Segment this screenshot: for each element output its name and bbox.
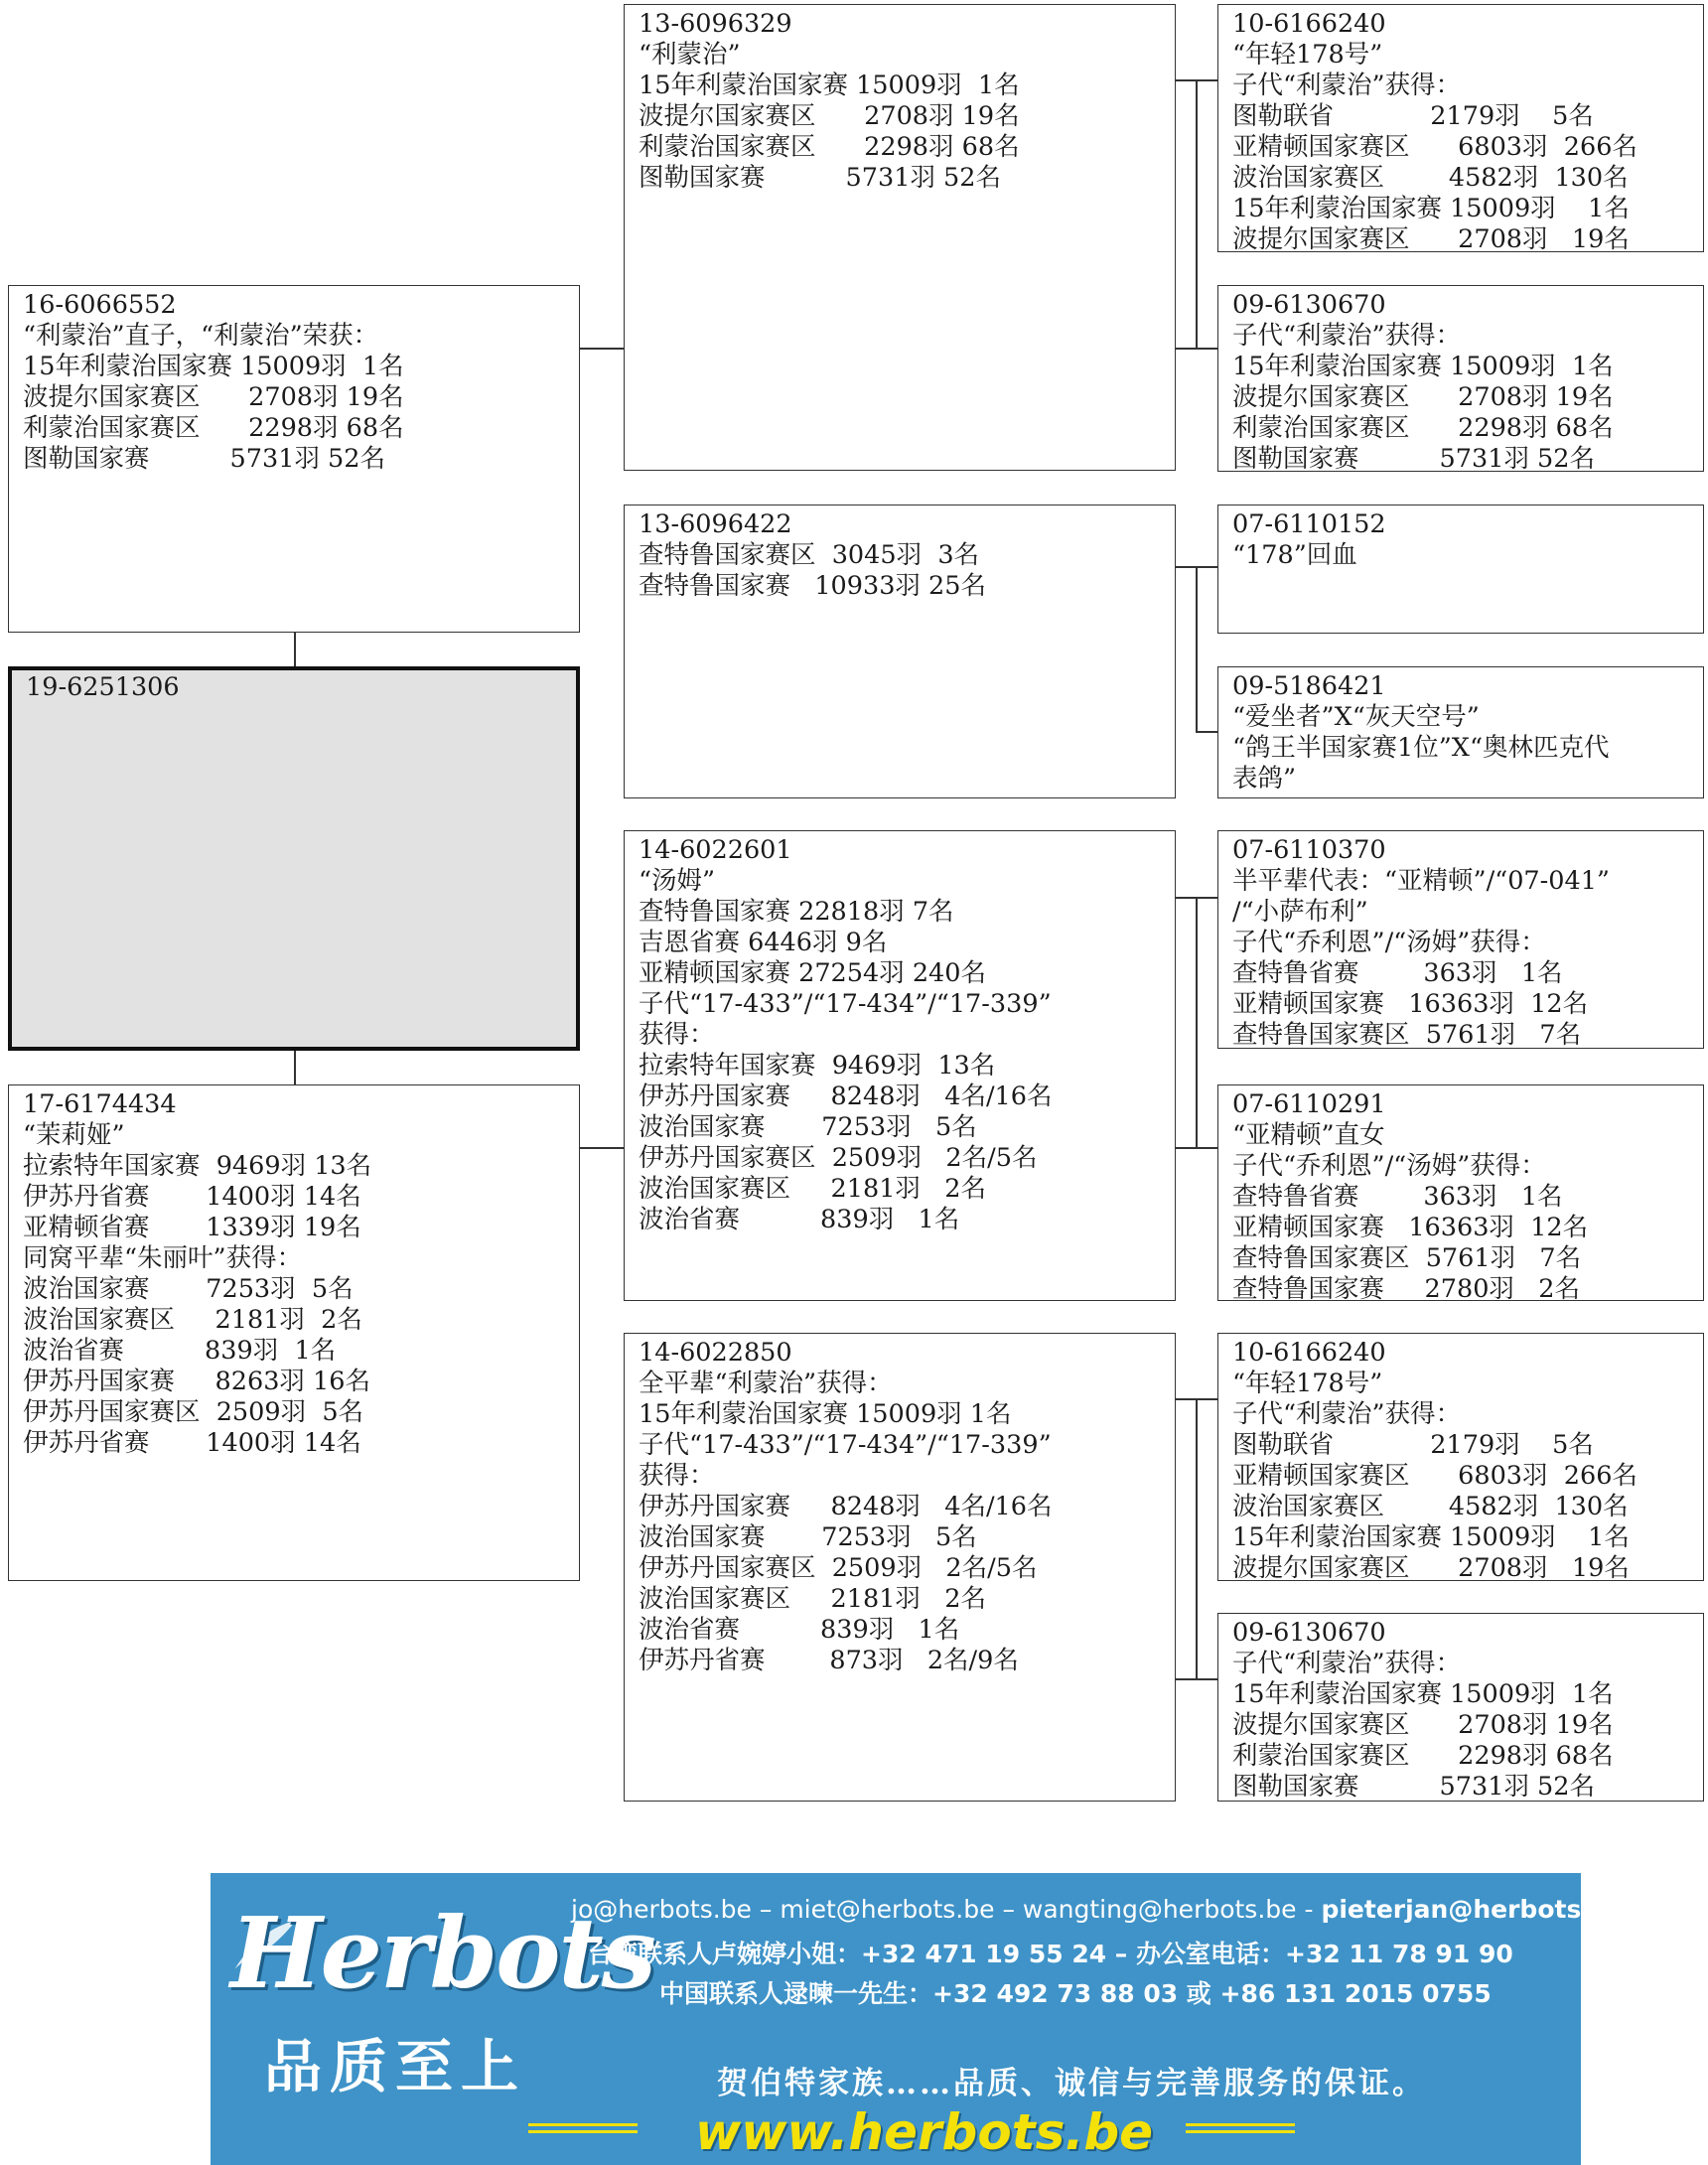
pedigree-line: 子代“17-433”/“17-434”/“17-339” [639,1430,1052,1460]
pedigree-line: 15年利蒙治国家赛 15009羽 1名 [639,71,1020,100]
pedigree-line: 利蒙治国家赛区 2298羽 68名 [1232,413,1614,443]
ring-number: 10-6166240 [1232,1338,1386,1368]
connector [1196,731,1217,733]
pedigree-line: 伊苏丹国家赛区 2509羽 5名 [23,1397,364,1427]
connector [580,348,624,350]
pedigree-line: 波提尔国家赛区 2708羽 19名 [1232,224,1630,254]
pedigree-line: 表鸽” [1232,764,1297,794]
pedigree-line: 波治国家赛区 4582羽 130名 [1232,163,1629,193]
pedigree-line: 伊苏丹国家赛区 2509羽 2名/5名 [639,1553,1038,1583]
ring-number: 17-6174434 [23,1089,177,1119]
connector [1196,1678,1217,1680]
pedigree-line: “年轻178号” [1232,40,1383,70]
pedigree-line: 图勒联省 2179羽 5名 [1232,101,1594,131]
pedigree-box-ds-sire [1217,830,1704,1049]
pedigree-box-sd-dam [1217,666,1704,798]
website-link[interactable]: www.herbots.be [695,2103,1154,2161]
pedigree-line: 拉索特年国家赛 9469羽 13名 [23,1151,372,1181]
pedigree-line: 查特鲁国家赛区 5761羽 7名 [1232,1243,1582,1273]
pedigree-line: 查特鲁国家赛区 5761羽 7名 [1232,1020,1582,1050]
pedigree-line: 伊苏丹省赛 1400羽 14名 [23,1428,361,1458]
pedigree-line: 查特鲁国家赛 2780羽 2名 [1232,1274,1580,1304]
ring-number: 14-6022850 [639,1338,792,1368]
connector [1196,566,1217,568]
pedigree-line: 波治国家赛 7253羽 5名 [639,1112,977,1142]
pedigree-line: 图勒国家赛 5731羽 52名 [639,163,1002,193]
email-contacts[interactable] [571,1895,1626,1924]
connector [1176,566,1196,568]
connector [1196,1147,1217,1149]
pedigree-line: 波提尔国家赛区 2708羽 19名 [23,382,404,412]
ring-number: 10-6166240 [1232,9,1386,39]
connector [1176,897,1196,899]
pedigree-line: 亚精顿国家赛 27254羽 240名 [639,958,987,988]
pedigree-line: 15年利蒙治国家赛 15009羽 1名 [1232,1522,1630,1552]
pedigree-line: 查特鲁省赛 363羽 1名 [1232,1182,1563,1212]
pedigree-line: 波治国家赛 7253羽 5名 [23,1274,354,1304]
pedigree-box-sire-dam [624,505,1176,798]
pedigree-line: 子代“利蒙治”获得： [1232,1649,1462,1678]
pedigree-line: 查特鲁国家赛区 3045羽 3名 [639,540,980,570]
pedigree-line: 查特鲁国家赛 22818羽 7名 [639,897,954,927]
pedigree-line: 15年利蒙治国家赛 15009羽 1名 [1232,352,1614,381]
pedigree-line: 利蒙治国家赛区 2298羽 68名 [23,413,404,443]
pedigree-box-dam-dam [624,1333,1176,1802]
connector [1196,897,1198,1147]
pedigree-line: 同窝平辈“朱丽叶”获得： [23,1243,303,1273]
tagline: 贺伯特家族……品质、诚信与完善服务的保证。 [717,2066,1426,2101]
pedigree-box-ds-dam [1217,1084,1704,1304]
pedigree-line: 波治国家赛 7253羽 5名 [639,1522,977,1552]
connector [1196,897,1217,899]
pedigree-line: “利蒙治” [639,40,741,70]
decorative-line-left [528,2123,638,2133]
ring-number: 07-6110370 [1232,835,1386,865]
pedigree-box-dd-dam [1217,1613,1704,1802]
pedigree-line: 波治国家赛区 4582羽 130名 [1232,1492,1629,1521]
pedigree-line: 拉索特年国家赛 9469羽 13名 [639,1051,996,1081]
ring-number: 09-6130670 [1232,1618,1386,1648]
pedigree-line: 获得： [639,1461,715,1491]
pedigree-line: “利蒙治”直子，“利蒙治”荣获： [23,321,379,351]
pedigree-line: 波提尔国家赛区 2708羽 19名 [1232,382,1614,412]
ring-number: 13-6096422 [639,509,792,539]
email-bold[interactable]: pieterjan@herbots.be [1321,1895,1626,1924]
connector [294,633,296,666]
pedigree-line: 波提尔国家赛区 2708羽 19名 [1232,1710,1614,1740]
ring-number: 09-5186421 [1232,671,1386,701]
email-list[interactable]: jo@herbots.be – miet@herbots.be – wangting@herbots.be - [571,1895,1322,1924]
pedigree-line: 获得： [639,1020,715,1050]
ring-number: 07-6110152 [1232,509,1386,539]
pedigree-line: “茉莉娅” [23,1120,125,1150]
connector [1196,1398,1198,1678]
pedigree-line: 波治省赛 839羽 1名 [23,1336,337,1366]
pedigree-line: “178”回血 [1232,540,1357,570]
pedigree-line: 波治国家赛区 2181羽 2名 [639,1174,986,1204]
pedigree-line: 查特鲁国家赛 10933羽 25名 [639,571,986,601]
ring-number: 16-6066552 [23,290,177,320]
pedigree-line: 子代“利蒙治”获得： [1232,1399,1462,1429]
pedigree-box-dam-sire [624,830,1176,1301]
pedigree-line: 伊苏丹国家赛区 2509羽 2名/5名 [639,1143,1038,1173]
connector [1176,79,1196,81]
pedigree-line: 图勒国家赛 5731羽 52名 [1232,1772,1596,1802]
pedigree-line: 15年利蒙治国家赛 15009羽 1名 [639,1399,1012,1429]
pedigree-box-ss-dam [1217,285,1704,472]
pedigree-line: 利蒙治国家赛区 2298羽 68名 [1232,1741,1614,1771]
pedigree-box-ss-sire [1217,4,1704,252]
connector [580,1147,624,1149]
pedigree-box-sire-sire [624,4,1176,471]
pedigree-line: 伊苏丹省赛 1400羽 14名 [23,1182,361,1212]
herbots-banner [211,1873,1626,2165]
taiwan-contact: 台湾联系人卢婉婷小姐：+32 471 19 55 24 – 办公室电话：+32 11 78 91 90 [588,1940,1513,1968]
decorative-line-right [1186,2123,1295,2133]
pedigree-line: 波治国家赛区 2181羽 2名 [639,1584,986,1614]
ring-number: 09-6130670 [1232,290,1386,320]
pedigree-line: 利蒙治国家赛区 2298羽 68名 [639,132,1020,162]
pedigree-line: 15年利蒙治国家赛 15009羽 1名 [1232,194,1630,223]
pedigree-line: 子代“17-433”/“17-434”/“17-339” [639,989,1052,1019]
connector [1176,1678,1196,1680]
pedigree-line: 波提尔国家赛区 2708羽 19名 [1232,1553,1630,1583]
pedigree-line: 15年利蒙治国家赛 15009羽 1名 [1232,1679,1614,1709]
connector [1196,1398,1217,1400]
connector [1176,1147,1196,1149]
pedigree-line: 伊苏丹省赛 873羽 2名/9名 [639,1646,1019,1675]
pedigree-line: 伊苏丹国家赛 8248羽 4名/16名 [639,1082,1053,1111]
connector [294,1051,296,1084]
pedigree-line: 波治省赛 839羽 1名 [639,1205,960,1234]
ring-number: 07-6110291 [1232,1089,1386,1119]
pedigree-line: 子代“乔利恩”/“汤姆”获得： [1232,928,1546,957]
pedigree-line: 全平辈“利蒙治”获得： [639,1369,893,1398]
connector [1196,348,1217,350]
pedigree-line: 子代“乔利恩”/“汤姆”获得： [1232,1151,1546,1181]
pedigree-line: 伊苏丹国家赛 8263羽 16名 [23,1367,370,1396]
pedigree-line: 吉恩省赛 6446羽 9名 [639,928,888,957]
connector [1176,348,1196,350]
pedigree-box-sire [8,285,580,633]
herbots-logo: Herbots [230,1897,654,2011]
pedigree-line: “汤姆” [639,866,716,896]
pedigree-box-subject [8,666,580,1051]
pedigree-line: 亚精顿国家赛 16363羽 12名 [1232,1213,1589,1242]
pedigree-line: “亚精顿”直女 [1232,1120,1385,1150]
ring-number: 13-6096329 [639,9,792,39]
pedigree-line: 亚精顿国家赛区 6803羽 266名 [1232,1461,1637,1491]
pedigree-box-dam [8,1084,580,1581]
china-contact: 中国联系人逯暕一先生：+32 492 73 88 03 或 +86 131 2015 0755 [659,1979,1492,2008]
connector [1176,1398,1196,1400]
pedigree-line: 图勒国家赛 5731羽 52名 [23,444,386,474]
connector [1196,79,1217,81]
pedigree-line: 波治国家赛区 2181羽 2名 [23,1305,362,1335]
pedigree-line: 半平辈代表：“亚精顿”/“07-041” [1232,866,1610,896]
pedigree-line: 伊苏丹国家赛 8248羽 4名/16名 [639,1492,1053,1521]
ring-number: 14-6022601 [639,835,792,865]
pedigree-line: 波提尔国家赛区 2708羽 19名 [639,101,1020,131]
pedigree-box-sd-sire [1217,505,1704,634]
pedigree-line: 子代“利蒙治”获得： [1232,321,1462,351]
slogan: 品质至上 [264,2033,527,2100]
pedigree-line: “爱坐者”X“灰天空号” [1232,702,1480,732]
pedigree-line: 图勒国家赛 5731羽 52名 [1232,444,1596,474]
pedigree-line: 子代“利蒙治”获得： [1232,71,1462,100]
connector [1196,79,1198,348]
pedigree-line: 图勒联省 2179羽 5名 [1232,1430,1594,1460]
pedigree-line: 查特鲁省赛 363羽 1名 [1232,958,1563,988]
connector [1196,566,1198,731]
pedigree-line: 亚精顿国家赛区 6803羽 266名 [1232,132,1637,162]
ring-number: 19-6251306 [26,672,180,702]
pedigree-line: /“小萨布利” [1232,897,1368,927]
pedigree-line: 亚精顿省赛 1339羽 19名 [23,1213,361,1242]
pedigree-line: 15年利蒙治国家赛 15009羽 1名 [23,352,404,381]
pedigree-box-dd-sire [1217,1333,1704,1581]
pedigree-line: “鸽王半国家赛1位”X“奥林匹克代 [1232,733,1610,763]
pedigree-line: “年轻178号” [1232,1369,1383,1398]
pedigree-line: 波治省赛 839羽 1名 [639,1615,960,1645]
pedigree-line: 亚精顿国家赛 16363羽 12名 [1232,989,1589,1019]
